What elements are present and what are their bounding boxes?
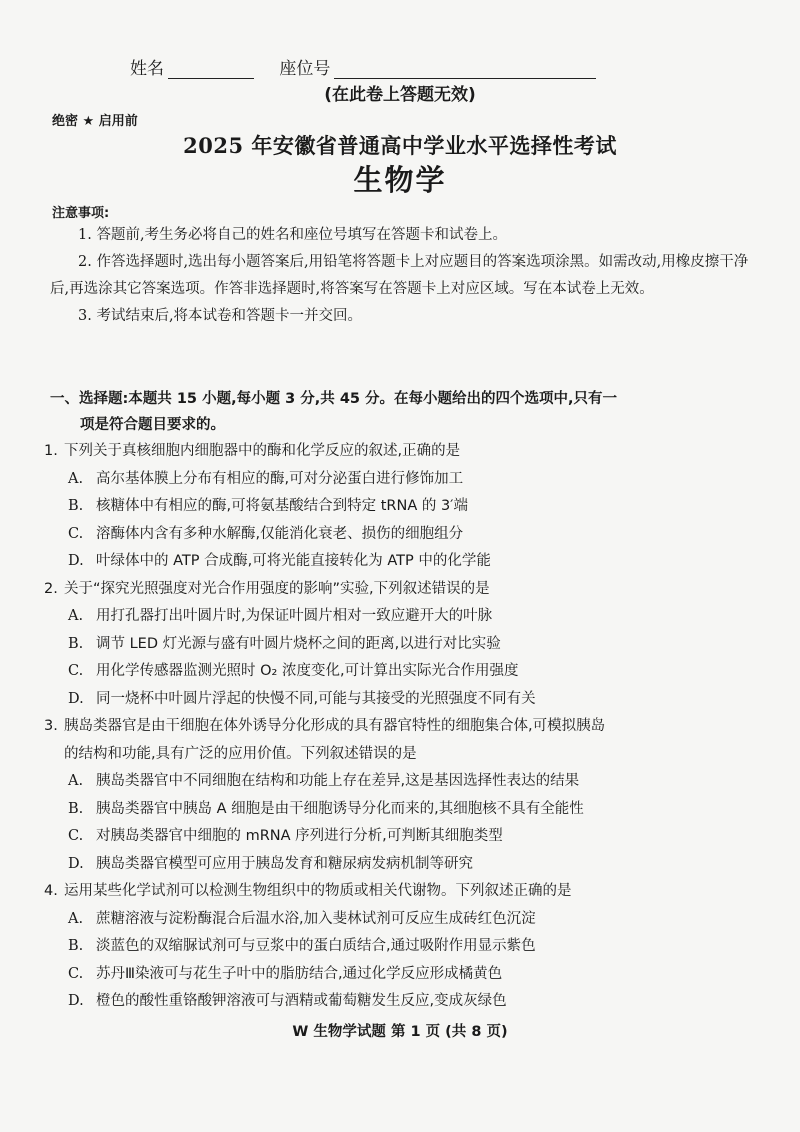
option-d <box>44 988 744 1016</box>
question-1 <box>44 438 744 576</box>
invalid-note: (在此卷上答题无效) <box>324 85 476 105</box>
secret-mark: 绝密 ★ 启用前 <box>52 114 138 129</box>
question-3 <box>44 713 744 878</box>
notes-heading: 注意事项: <box>52 206 110 221</box>
option-text: 核糖体中有相应的酶,可将氨基酸结合到特定 tRNA 的 3′端 <box>96 498 468 514</box>
question-stem: 下列关于真核细胞内细胞器中的酶和化学反应的叙述,正确的是 <box>64 443 461 459</box>
option-c <box>44 658 744 686</box>
option-letter: A. <box>68 608 84 624</box>
option-c <box>44 961 744 989</box>
option-b <box>44 493 744 521</box>
option-a <box>44 466 744 494</box>
option-letter: C. <box>68 525 84 542</box>
option-text: 同一烧杯中叶圆片浮起的快慢不同,可能与其接受的光照强度不同有关 <box>96 690 536 707</box>
option-letter: D. <box>68 553 84 569</box>
option-letter: C. <box>68 663 84 679</box>
option-letter: D. <box>68 855 84 872</box>
note-item: 3. 考试结束后,将本试卷和答题卡一并交回。 <box>78 308 363 324</box>
option-a <box>44 603 744 631</box>
option-text: 胰岛类器官中不同细胞在结构和功能上存在差异,这是基因选择性表达的结果 <box>96 773 580 789</box>
question-list <box>44 438 744 1016</box>
option-d <box>44 548 744 576</box>
note-item: 2. 作答选择题时,选出每小题答案后,用铅笔将答题卡上对应题目的答案选项涂黑。如需改动,用橡皮擦干净后,再选涂其它答案选项。作答非选择题时,将答案写在答题卡上对应区域。写在本试卷上无效。 <box>50 254 749 297</box>
subject-title: 生物学 <box>353 163 447 197</box>
option-text: 用化学传感器监测光照时 O₂ 浓度变化,可计算出实际光合作用强度 <box>96 663 519 679</box>
option-text: 溶酶体内含有多种水解酶,仅能消化衰老、损伤的细胞组分 <box>96 525 464 542</box>
section-heading <box>50 386 750 438</box>
option-text: 胰岛类器官中胰岛 A 细胞是由干细胞诱导分化而来的,其细胞核不具有全能性 <box>96 800 584 817</box>
option-b <box>44 933 744 961</box>
option-letter: D. <box>68 690 84 707</box>
seat-label: 座位号 <box>279 59 331 79</box>
option-b <box>44 796 744 824</box>
option-letter: A. <box>68 773 84 789</box>
option-text: 叶绿体中的 ATP 合成酶,可将光能直接转化为 ATP 中的化学能 <box>96 553 491 569</box>
question-4 <box>44 878 744 1016</box>
question-stem-continued: 的结构和功能,具有广泛的应用价值。下列叙述错误的是 <box>64 745 417 762</box>
question-number: 4. <box>44 883 58 899</box>
option-d <box>44 851 744 879</box>
option-letter: B. <box>68 938 84 954</box>
question-number: 2. <box>44 580 58 597</box>
option-text: 调节 LED 灯光源与盛有叶圆片烧杯之间的距离,以进行对比实验 <box>96 635 501 652</box>
option-a <box>44 906 744 934</box>
option-text: 胰岛类器官模型可应用于胰岛发育和糖尿病发病机制等研究 <box>96 855 473 872</box>
section-line-1: 一、选择题:本题共 15 小题,每小题 3 分,共 45 分。在每小题给出的四个选项中,只有一 <box>50 391 618 407</box>
option-a <box>44 768 744 796</box>
section-line-2: 项是符合题目要求的。 <box>80 417 225 433</box>
option-text: 苏丹Ⅲ染液可与花生子叶中的脂肪结合,通过化学反应形成橘黄色 <box>96 965 503 982</box>
option-letter: C. <box>68 965 84 982</box>
option-letter: B. <box>68 498 84 514</box>
notes-list <box>50 222 750 330</box>
question-2 <box>44 576 744 714</box>
seat-blank <box>334 60 596 79</box>
option-text: 橙色的酸性重铬酸钾溶液可与酒精或葡萄糖发生反应,变成灰绿色 <box>96 993 507 1009</box>
question-number: 3. <box>44 718 58 734</box>
question-stem: 胰岛类器官是由干细胞在体外诱导分化形成的具有器官特性的细胞集合体,可模拟胰岛 <box>64 718 606 734</box>
option-text: 蔗糖溶液与淀粉酶混合后温水浴,加入斐林试剂可反应生成砖红色沉淀 <box>96 910 536 927</box>
option-letter: C. <box>68 828 84 844</box>
candidate-info <box>130 54 602 79</box>
name-blank <box>168 60 254 79</box>
option-letter: B. <box>68 635 84 652</box>
option-text: 淡蓝色的双缩脲试剂可与豆浆中的蛋白质结合,通过吸附作用显示紫色 <box>96 938 536 954</box>
name-label: 姓名 <box>130 59 164 79</box>
option-c <box>44 823 744 851</box>
option-letter: A. <box>68 910 84 927</box>
note-item: 1. 答题前,考生务必将自己的姓名和座位号填写在答题卡和试卷上。 <box>78 227 508 243</box>
option-d <box>44 686 744 714</box>
option-letter: A. <box>68 470 84 487</box>
option-text: 对胰岛类器官中细胞的 mRNA 序列进行分析,可判断其细胞类型 <box>96 828 503 844</box>
option-c <box>44 521 744 549</box>
option-letter: D. <box>68 993 84 1009</box>
question-stem: 运用某些化学试剂可以检测生物组织中的物质或相关代谢物。下列叙述正确的是 <box>64 883 572 899</box>
question-number: 1. <box>44 443 58 459</box>
option-letter: B. <box>68 800 84 817</box>
question-stem: 关于“探究光照强度对光合作用强度的影响”实验,下列叙述错误的是 <box>64 580 490 597</box>
option-b <box>44 631 744 659</box>
option-text: 高尔基体膜上分布有相应的酶,可对分泌蛋白进行修饰加工 <box>96 470 464 487</box>
exam-title: 2025 年安徽省普通高中学业水平选择性考试 <box>183 133 617 158</box>
option-text: 用打孔器打出叶圆片时,为保证叶圆片相对一致应避开大的叶脉 <box>96 608 493 624</box>
page-footer: W 生物学试题 第 1 页 (共 8 页) <box>292 1024 508 1040</box>
